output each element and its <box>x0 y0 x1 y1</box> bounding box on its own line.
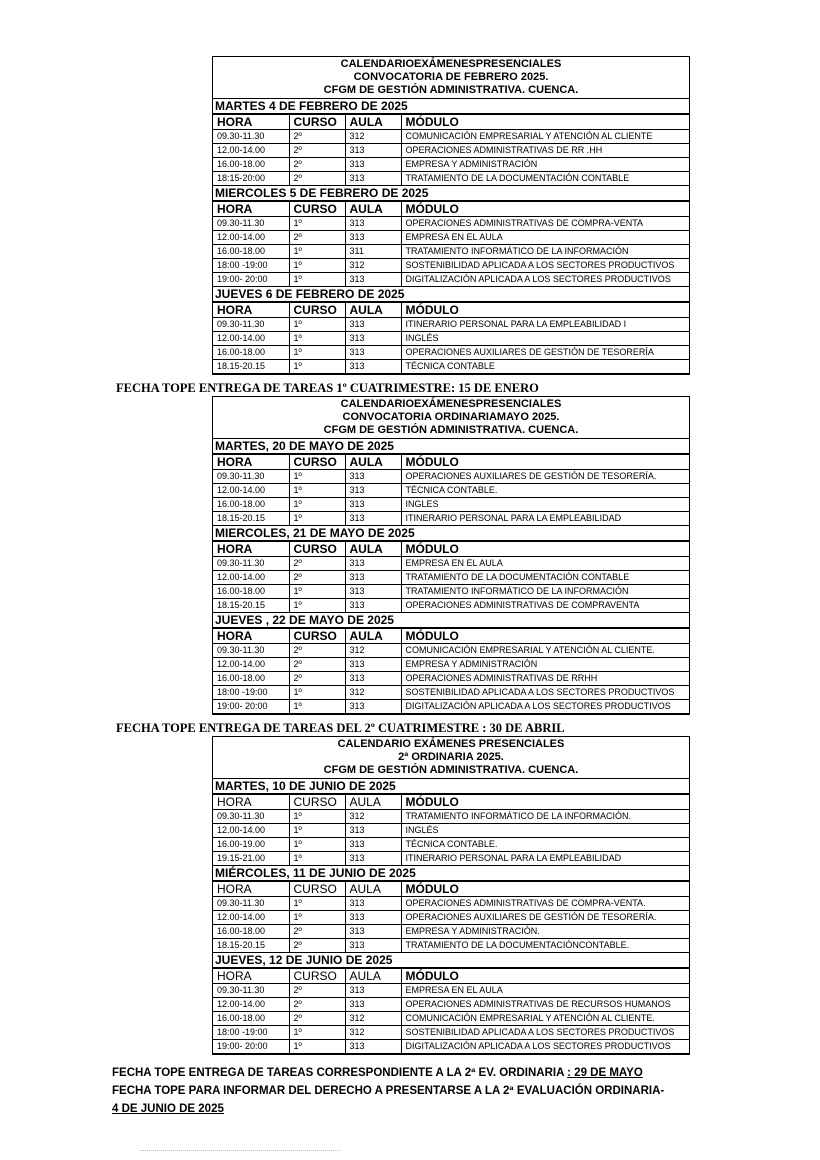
table-row <box>213 585 689 599</box>
table-cell: 2º <box>289 571 345 585</box>
table-cell: 09.30-11.30 <box>213 470 289 484</box>
table-cell: EMPRESA EN EL AULA <box>401 984 689 998</box>
calendar-header-line: CFGM DE GESTIÓN ADMINISTRATIVA. CUENCA. <box>323 764 579 776</box>
table-row <box>213 599 689 613</box>
table-cell: 2º <box>289 672 345 686</box>
table-cell: OPERACIONES ADMINISTRATIVAS DE RR .HH <box>401 144 689 158</box>
table-cell: 18:00 -19:00 <box>213 1026 289 1040</box>
table-row <box>213 672 689 686</box>
table-cell: TÉCNICA CONTABLE. <box>401 484 689 498</box>
table-cell: 311 <box>345 245 401 259</box>
table-cell: 12.00-14.00 <box>213 824 289 838</box>
column-header: AULA <box>345 455 401 470</box>
table-cell: 313 <box>345 512 401 526</box>
column-header: HORA <box>213 115 289 130</box>
table-row <box>213 245 689 259</box>
table-cell: 19:00- 20:00 <box>213 1040 289 1054</box>
table-cell: 313 <box>345 672 401 686</box>
table-cell: 313 <box>345 571 401 585</box>
table-row <box>213 824 689 838</box>
table-cell: INGLÉS <box>401 824 689 838</box>
table-row <box>213 984 689 998</box>
table-cell: DIGITALIZACIÓN APLICADA A LOS SECTORES PRODUCTIVOS <box>401 273 689 287</box>
column-header: CURSO <box>289 115 345 130</box>
column-header: HORA <box>213 882 289 897</box>
table-cell: 312 <box>345 810 401 824</box>
table-row <box>213 273 689 287</box>
table-cell: 1º <box>289 911 345 925</box>
table-cell: 1º <box>289 810 345 824</box>
table-row <box>213 484 689 498</box>
table-cell: 2º <box>289 231 345 245</box>
table-cell: 313 <box>345 360 401 374</box>
table-cell: 1º <box>289 470 345 484</box>
table-cell: 1º <box>289 700 345 714</box>
footer-line-2: FECHA TOPE PARA INFORMAR DEL DERECHO A PRESENTARSE A LA 2ª EVALUACIÓN ORDINARIA- <box>112 1085 665 1097</box>
table-cell: 18.15-20.15 <box>213 360 289 374</box>
table-cell: 12.00-14.00 <box>213 484 289 498</box>
column-header: AULA <box>345 303 401 318</box>
table-cell: OPERACIONES AUXILIARES DE GESTIÓN DE TESORERÍA. <box>401 911 689 925</box>
table-cell: ITINERARIO PERSONAL PARA LA EMPLEABILIDAD I <box>401 318 689 332</box>
day-title: MIÉRCOLES, 11 DE JUNIO DE 2025 <box>213 866 689 881</box>
table-cell: 1º <box>289 824 345 838</box>
table-cell: COMUNICACIÓN EMPRESARIAL Y ATENCIÓN AL CLIENTE <box>401 130 689 144</box>
table-header-row <box>213 882 689 897</box>
column-header: HORA <box>213 969 289 984</box>
table-cell: EMPRESA Y ADMINISTRACIÓN <box>401 658 689 672</box>
calendar-header-line: CALENDARIOEXÁMENESPRESENCIALES <box>340 58 562 70</box>
table-cell: 313 <box>345 172 401 186</box>
column-header: HORA <box>213 542 289 557</box>
table-cell: ITINERARIO PERSONAL PARA LA EMPLEABILIDAD <box>401 512 689 526</box>
table-row <box>213 231 689 245</box>
table-cell: TRATAMIENTO INFORMÁTICO DE LA INFORMACIÓN <box>401 585 689 599</box>
table-cell: 313 <box>345 484 401 498</box>
table-cell: 09.30-11.30 <box>213 217 289 231</box>
day-title: JUEVES, 12 DE JUNIO DE 2025 <box>213 953 689 968</box>
table-row <box>213 360 689 374</box>
table-cell: 1º <box>289 498 345 512</box>
table-cell: 313 <box>345 700 401 714</box>
column-header: AULA <box>345 795 401 810</box>
table-cell: COMUNICACIÓN EMPRESARIAL Y ATENCIÓN AL CLIENTE. <box>401 644 689 658</box>
table-cell: 16.00-18.00 <box>213 1012 289 1026</box>
table-cell: 09.30-11.30 <box>213 984 289 998</box>
table-cell: OPERACIONES ADMINISTRATIVAS DE COMPRA-VENTA. <box>401 897 689 911</box>
table-cell: 18.15-20.15 <box>213 599 289 613</box>
exam-table <box>213 302 689 374</box>
table-cell: 312 <box>345 686 401 700</box>
table-cell: 313 <box>345 498 401 512</box>
table-cell: 1º <box>289 318 345 332</box>
exam-table <box>213 201 689 287</box>
exam-table <box>213 114 689 186</box>
table-cell: 16.00-18.00 <box>213 585 289 599</box>
table-cell: 2º <box>289 557 345 571</box>
table-cell: 313 <box>345 939 401 953</box>
table-cell: 1º <box>289 599 345 613</box>
calendar-header-line: CALENDARIOEXÁMENESPRESENCIALES <box>340 398 562 410</box>
table-cell: 312 <box>345 1012 401 1026</box>
table-cell: 313 <box>345 838 401 852</box>
table-cell: 313 <box>345 852 401 866</box>
table-row <box>213 346 689 360</box>
column-header: CURSO <box>289 882 345 897</box>
column-header: AULA <box>345 115 401 130</box>
column-header: CURSO <box>289 629 345 644</box>
table-row <box>213 810 689 824</box>
calendar-header-line: CONVOCATORIA ORDINARIAMAYO 2025. <box>342 411 560 423</box>
table-row <box>213 1012 689 1026</box>
day-title: JUEVES , 22 DE MAYO DE 2025 <box>213 613 689 628</box>
table-cell: 313 <box>345 824 401 838</box>
table-cell: 1º <box>289 484 345 498</box>
calendar-header-line: CALENDARIO EXÁMENES PRESENCIALES <box>337 738 565 750</box>
column-header: MÓDULO <box>401 795 689 810</box>
table-cell: 12.00-14.00 <box>213 658 289 672</box>
table-row <box>213 939 689 953</box>
table-cell: 313 <box>345 984 401 998</box>
exam-table <box>213 454 689 526</box>
table-cell: 2º <box>289 144 345 158</box>
table-cell: 12.00-14.00 <box>213 571 289 585</box>
table-cell: 18:15-20:00 <box>213 172 289 186</box>
table-cell: 312 <box>345 130 401 144</box>
table-cell: 09.30-11.30 <box>213 318 289 332</box>
table-cell: OPERACIONES AUXILIARES DE GESTIÓN DE TESORERÍA. <box>401 470 689 484</box>
exam-table <box>213 794 689 866</box>
table-cell: 313 <box>345 332 401 346</box>
table-cell: INGLES <box>401 498 689 512</box>
table-row <box>213 686 689 700</box>
scan-artifact <box>140 1150 340 1154</box>
day-title: JUEVES 6 DE FEBRERO DE 2025 <box>213 287 689 302</box>
table-header-row <box>213 202 689 217</box>
table-cell: 1º <box>289 245 345 259</box>
table-cell: OPERACIONES ADMINISTRATIVAS DE COMPRAVENTA <box>401 599 689 613</box>
table-cell: 2º <box>289 939 345 953</box>
calendar-febrero <box>212 56 690 375</box>
day-title: MARTES, 20 DE MAYO DE 2025 <box>213 439 689 454</box>
table-cell: 18:00 -19:00 <box>213 259 289 273</box>
table-cell: EMPRESA EN EL AULA <box>401 557 689 571</box>
table-row <box>213 1026 689 1040</box>
table-cell: 313 <box>345 158 401 172</box>
table-cell: 16.00-18.00 <box>213 672 289 686</box>
table-cell: 09.30-11.30 <box>213 810 289 824</box>
table-row <box>213 144 689 158</box>
table-cell: 313 <box>345 897 401 911</box>
column-header: MÓDULO <box>401 969 689 984</box>
table-header-row <box>213 455 689 470</box>
table-cell: 313 <box>345 658 401 672</box>
day-title: MARTES 4 DE FEBRERO DE 2025 <box>213 99 689 114</box>
calendar-header-line: CONVOCATORIA DE FEBRERO 2025. <box>353 71 549 83</box>
table-cell: 313 <box>345 318 401 332</box>
deadline-1st-term: FECHA TOPE ENTREGA DE TAREAS 1º CUATRIMESTRE: 15 DE ENERO <box>116 381 539 395</box>
table-row <box>213 1040 689 1054</box>
table-cell: 1º <box>289 838 345 852</box>
table-cell: 1º <box>289 273 345 287</box>
exam-table <box>213 968 689 1054</box>
table-cell: EMPRESA EN EL AULA <box>401 231 689 245</box>
table-cell: 313 <box>345 273 401 287</box>
column-header: MÓDULO <box>401 115 689 130</box>
table-cell: 16.00-19.00 <box>213 838 289 852</box>
table-row <box>213 259 689 273</box>
table-cell: 313 <box>345 231 401 245</box>
table-row <box>213 897 689 911</box>
table-row <box>213 658 689 672</box>
column-header: HORA <box>213 455 289 470</box>
day-title: MIERCOLES 5 DE FEBRERO DE 2025 <box>213 186 689 201</box>
column-header: CURSO <box>289 303 345 318</box>
table-cell: 16.00-18.00 <box>213 346 289 360</box>
table-cell: 1º <box>289 512 345 526</box>
table-row <box>213 998 689 1012</box>
table-cell: 313 <box>345 217 401 231</box>
column-header: HORA <box>213 629 289 644</box>
table-cell: 313 <box>345 925 401 939</box>
table-cell: TRATAMIENTO INFORMÁTICO DE LA INFORMACIÓN <box>401 245 689 259</box>
table-cell: 313 <box>345 585 401 599</box>
calendar-header-line: CFGM DE GESTIÓN ADMINISTRATIVA. CUENCA. <box>323 84 579 96</box>
table-cell: 313 <box>345 998 401 1012</box>
calendar-header <box>213 57 689 99</box>
exam-table <box>213 628 689 714</box>
table-cell: 1º <box>289 897 345 911</box>
table-cell: 1º <box>289 346 345 360</box>
table-cell: 2º <box>289 658 345 672</box>
table-cell: DIGITALIZACIÓN APLICADA A LOS SECTORES PRODUCTIVOS <box>401 700 689 714</box>
table-cell: 2º <box>289 644 345 658</box>
table-cell: 12.00-14.00 <box>213 231 289 245</box>
day-title: MARTES, 10 DE JUNIO DE 2025 <box>213 779 689 794</box>
column-header: AULA <box>345 882 401 897</box>
table-cell: 1º <box>289 332 345 346</box>
calendar-mayo <box>212 396 690 715</box>
table-cell: 12.00-14.00 <box>213 144 289 158</box>
calendar-header <box>213 737 689 779</box>
footer-line-3: 4 DE JUNIO DE 2025 <box>112 1103 224 1115</box>
table-cell: EMPRESA Y ADMINISTRACIÓN <box>401 158 689 172</box>
column-header: AULA <box>345 969 401 984</box>
table-row <box>213 158 689 172</box>
table-row <box>213 130 689 144</box>
table-cell: 12.00-14.00 <box>213 332 289 346</box>
table-cell: 1º <box>289 852 345 866</box>
table-cell: TÉCNICA CONTABLE. <box>401 838 689 852</box>
table-cell: 2º <box>289 158 345 172</box>
table-cell: 1º <box>289 585 345 599</box>
table-cell: TRATAMIENTO DE LA DOCUMENTACIÓNCONTABLE. <box>401 939 689 953</box>
exam-table <box>213 881 689 953</box>
table-cell: OPERACIONES ADMINISTRATIVAS DE RRHH <box>401 672 689 686</box>
table-cell: OPERACIONES ADMINISTRATIVAS DE RECURSOS HUMANOS <box>401 998 689 1012</box>
table-row <box>213 217 689 231</box>
table-cell: 1º <box>289 259 345 273</box>
table-cell: 313 <box>345 470 401 484</box>
table-cell: TÉCNICA CONTABLE <box>401 360 689 374</box>
table-cell: 1º <box>289 217 345 231</box>
table-row <box>213 332 689 346</box>
table-cell: 09.30-11.30 <box>213 644 289 658</box>
table-cell: DIGITALIZACIÓN APLICADA A LOS SECTORES PRODUCTIVOS <box>401 1040 689 1054</box>
column-header: HORA <box>213 303 289 318</box>
table-cell: 12.00-14.00 <box>213 911 289 925</box>
table-row <box>213 644 689 658</box>
table-cell: 19:00- 20:00 <box>213 273 289 287</box>
table-cell: ITINERARIO PERSONAL PARA LA EMPLEABILIDAD <box>401 852 689 866</box>
footer-line-1: FECHA TOPE ENTREGA DE TAREAS CORRESPONDIENTE A LA 2ª EV. ORDINARIA <box>112 1067 568 1079</box>
table-cell: SOSTENIBILIDAD APLICADA A LOS SECTORES PRODUCTIVOS <box>401 259 689 273</box>
table-cell: 313 <box>345 346 401 360</box>
table-cell: 18.15-20.15 <box>213 939 289 953</box>
table-cell: 313 <box>345 599 401 613</box>
column-header: MÓDULO <box>401 542 689 557</box>
table-cell: 313 <box>345 557 401 571</box>
table-row <box>213 925 689 939</box>
footer-line-1-date: : 29 DE MAYO <box>567 1067 643 1079</box>
table-row <box>213 512 689 526</box>
calendar-header <box>213 397 689 439</box>
table-cell: 2º <box>289 1012 345 1026</box>
table-cell: 16.00-18.00 <box>213 158 289 172</box>
table-row <box>213 700 689 714</box>
column-header: AULA <box>345 542 401 557</box>
column-header: CURSO <box>289 455 345 470</box>
table-row <box>213 470 689 484</box>
table-cell: SOSTENIBILIDAD APLICADA A LOS SECTORES PRODUCTIVOS <box>401 1026 689 1040</box>
column-header: MÓDULO <box>401 882 689 897</box>
table-cell: TRATAMIENTO DE LA DOCUMENTACIÓN CONTABLE <box>401 172 689 186</box>
table-header-row <box>213 795 689 810</box>
column-header: CURSO <box>289 795 345 810</box>
column-header: CURSO <box>289 542 345 557</box>
table-cell: 09.30-11.30 <box>213 557 289 571</box>
calendar-header-line: 2ª ORDINARIA 2025. <box>398 751 504 763</box>
calendar-header-line: CFGM DE GESTIÓN ADMINISTRATIVA. CUENCA. <box>323 424 579 436</box>
column-header: MÓDULO <box>401 455 689 470</box>
table-cell: COMUNICACIÓN EMPRESARIAL Y ATENCIÓN AL CLIENTE. <box>401 1012 689 1026</box>
column-header: AULA <box>345 202 401 217</box>
table-cell: 19.15-21.00 <box>213 852 289 866</box>
table-row <box>213 838 689 852</box>
deadline-2nd-term: FECHA TOPE ENTREGA DE TAREAS DEL 2º CUATRIMESTRE : 30 DE ABRIL <box>116 721 565 735</box>
table-cell: 18:00 -19:00 <box>213 686 289 700</box>
column-header: MÓDULO <box>401 629 689 644</box>
table-cell: 1º <box>289 360 345 374</box>
table-row <box>213 318 689 332</box>
table-cell: 2º <box>289 925 345 939</box>
table-cell: 19:00- 20:00 <box>213 700 289 714</box>
column-header: CURSO <box>289 969 345 984</box>
table-cell: 2º <box>289 130 345 144</box>
day-title: MIERCOLES, 21 DE MAYO DE 2025 <box>213 526 689 541</box>
table-cell: 2º <box>289 998 345 1012</box>
table-cell: 16.00-18.00 <box>213 245 289 259</box>
table-row <box>213 498 689 512</box>
table-cell: INGLÉS <box>401 332 689 346</box>
table-row <box>213 571 689 585</box>
table-cell: 09.30-11.30 <box>213 130 289 144</box>
table-header-row <box>213 629 689 644</box>
table-row <box>213 911 689 925</box>
column-header: HORA <box>213 795 289 810</box>
table-cell: 312 <box>345 1026 401 1040</box>
table-cell: 16.00-18.00 <box>213 498 289 512</box>
footer-notes <box>112 1064 664 1118</box>
table-cell: SOSTENIBILIDAD APLICADA A LOS SECTORES PRODUCTIVOS <box>401 686 689 700</box>
table-header-row <box>213 303 689 318</box>
table-cell: TRATAMIENTO DE LA DOCUMENTACIÓN CONTABLE <box>401 571 689 585</box>
column-header: CURSO <box>289 202 345 217</box>
table-cell: 313 <box>345 1040 401 1054</box>
table-row <box>213 172 689 186</box>
table-cell: 313 <box>345 144 401 158</box>
table-header-row <box>213 115 689 130</box>
exam-table <box>213 541 689 613</box>
table-row <box>213 852 689 866</box>
table-cell: 2º <box>289 172 345 186</box>
table-header-row <box>213 969 689 984</box>
column-header: MÓDULO <box>401 202 689 217</box>
table-cell: 18.15-20.15 <box>213 512 289 526</box>
table-cell: 12.00-14.00 <box>213 998 289 1012</box>
table-row <box>213 557 689 571</box>
column-header: AULA <box>345 629 401 644</box>
table-cell: 313 <box>345 911 401 925</box>
table-cell: TRATAMIENTO INFORMÁTICO DE LA INFORMACIÓN. <box>401 810 689 824</box>
calendar-junio <box>212 736 690 1055</box>
column-header: MÓDULO <box>401 303 689 318</box>
column-header: HORA <box>213 202 289 217</box>
table-cell: 312 <box>345 644 401 658</box>
table-cell: 312 <box>345 259 401 273</box>
table-header-row <box>213 542 689 557</box>
table-cell: 2º <box>289 984 345 998</box>
table-cell: 16.00-18.00 <box>213 925 289 939</box>
table-cell: OPERACIONES ADMINISTRATIVAS DE COMPRA-VENTA <box>401 217 689 231</box>
table-cell: 09.30-11.30 <box>213 897 289 911</box>
table-cell: OPERACIONES AUXILIARES DE GESTIÓN DE TESORERÍA <box>401 346 689 360</box>
table-cell: EMPRESA Y ADMINISTRACIÓN. <box>401 925 689 939</box>
table-cell: 1º <box>289 686 345 700</box>
table-cell: 1º <box>289 1026 345 1040</box>
table-cell: 1º <box>289 1040 345 1054</box>
